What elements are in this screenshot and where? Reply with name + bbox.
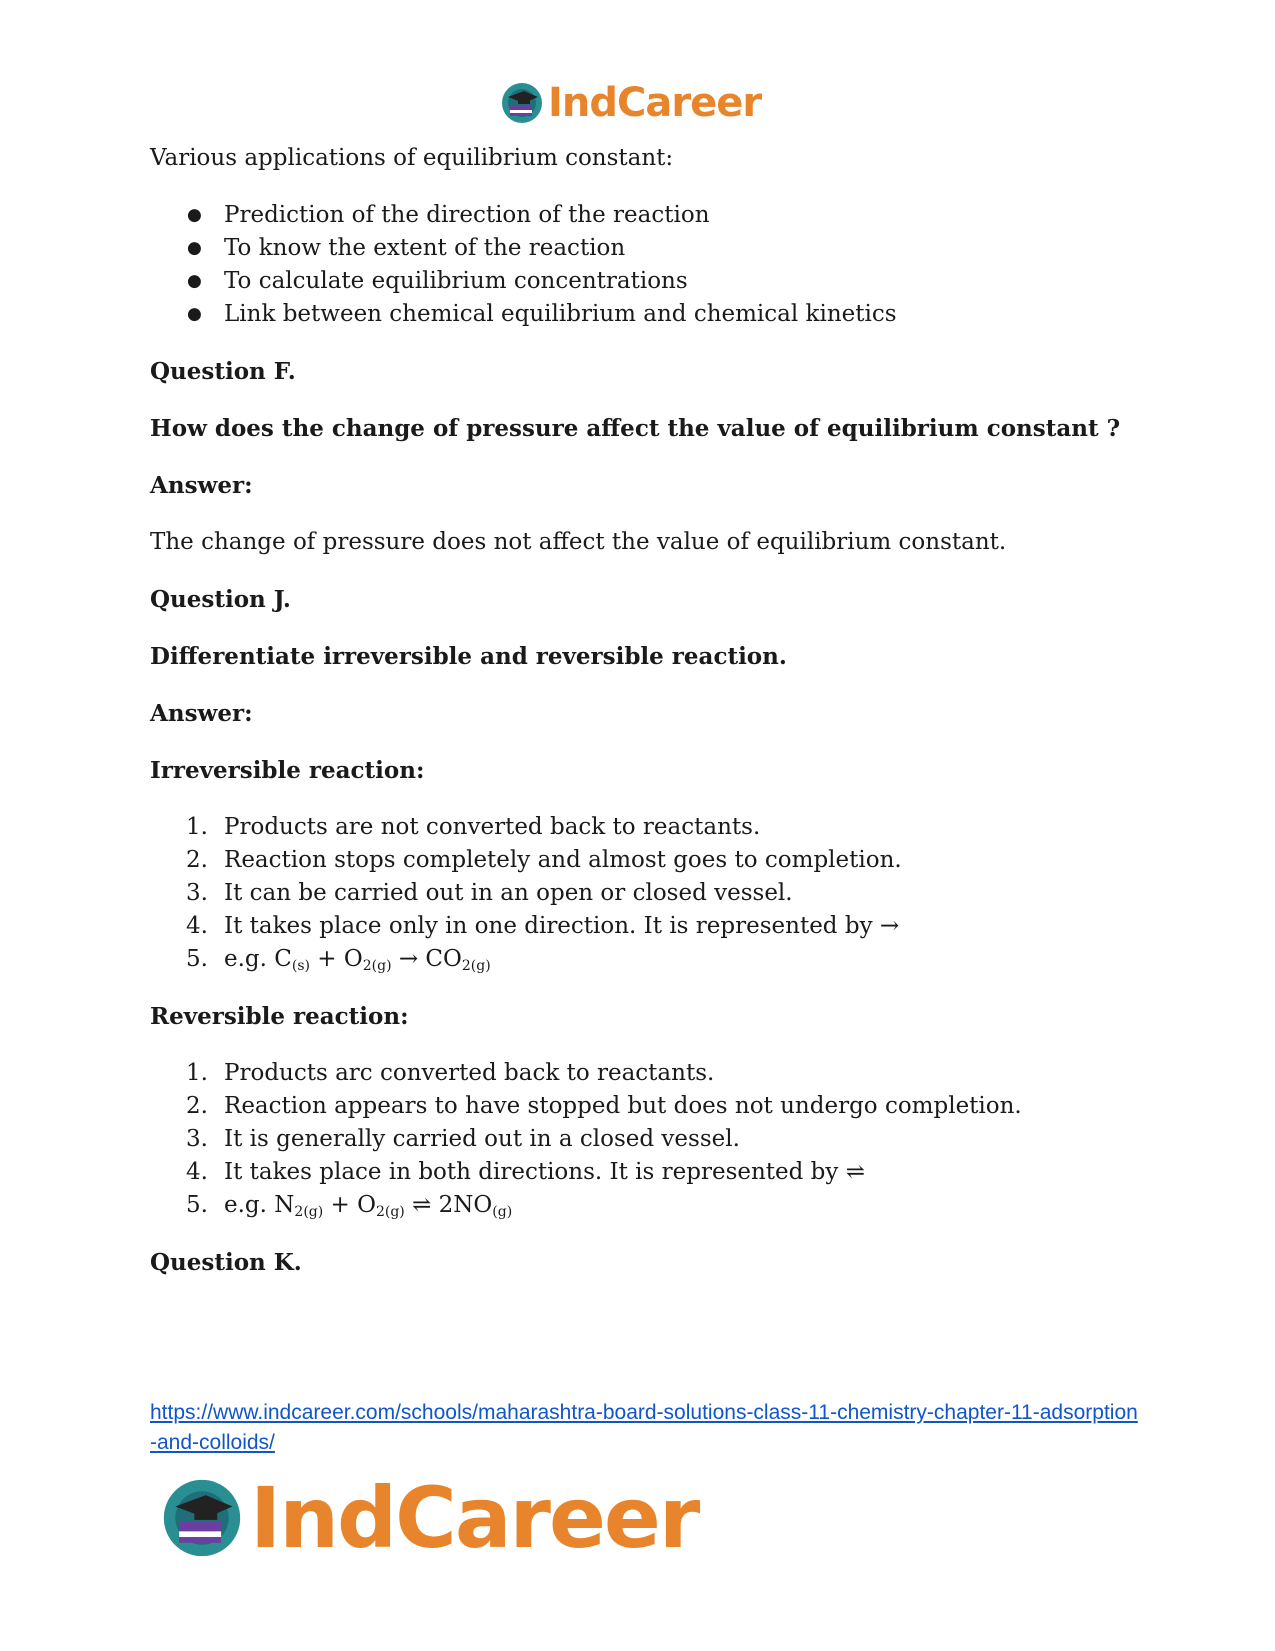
list-item: ● To know the extent of the reaction bbox=[150, 232, 1130, 265]
list-item: 2. Reaction appears to have stopped but does not undergo completion. bbox=[186, 1093, 1022, 1119]
brand-name: IndCareer bbox=[250, 1469, 699, 1567]
list-item: ● Prediction of the direction of the reaction bbox=[150, 199, 1130, 232]
reversible-heading: Reversible reaction: bbox=[150, 1003, 409, 1030]
question-k-label: Question K. bbox=[150, 1249, 302, 1276]
list-item: 3. It is generally carried out in a closed vessel. bbox=[186, 1126, 740, 1152]
list-item-equation: 5. e.g. $N_{2(g)} + O_{2(g)}$ ⇌ $2NO_{(g)}$ bbox=[186, 1192, 513, 1220]
question-f-label: Question F. bbox=[150, 358, 296, 385]
list-item-equation: 5. e.g. $C_{(s)} + O_{2(g)} \to CO_{2(g)}$ bbox=[186, 946, 491, 974]
list-item: 4. It takes place in both directions. It is represented by ⇌ bbox=[186, 1159, 865, 1185]
irreversible-heading: Irreversible reaction: bbox=[150, 757, 425, 784]
question-f-text: How does the change of pressure affect the value of equilibrium constant ? bbox=[150, 415, 1121, 442]
list-item: 1. Products arc converted back to reactants. bbox=[186, 1060, 715, 1086]
list-item: 3. It can be carried out in an open or closed vessel. bbox=[186, 880, 793, 906]
intro-text: Various applications of equilibrium constant: bbox=[150, 145, 674, 171]
main-content bbox=[150, 142, 1130, 1279]
question-f-answer: The change of pressure does not affect the value of equilibrium constant. bbox=[150, 529, 1007, 555]
list-item: ● To calculate equilibrium concentrations bbox=[150, 265, 1130, 298]
brand-name: IndCareer bbox=[548, 80, 762, 126]
question-j-label: Question J. bbox=[150, 586, 291, 613]
graduation-book-icon bbox=[160, 1476, 244, 1560]
source-link[interactable]: https://www.indcareer.com/schools/maharashtra-board-solutions-class-11-chemistry-chapter-11-adsorption-and-colloids/ bbox=[150, 1401, 1138, 1454]
list-item: 2. Reaction stops completely and almost goes to completion. bbox=[186, 847, 902, 873]
reversible-list bbox=[150, 1057, 1130, 1222]
list-item: ● Link between chemical equilibrium and chemical kinetics bbox=[150, 298, 1130, 331]
question-f-answer-label: Answer: bbox=[150, 472, 253, 499]
applications-list bbox=[150, 199, 1130, 331]
question-j-text: Differentiate irreversible and reversible reaction. bbox=[150, 643, 787, 670]
header-logo bbox=[500, 80, 761, 126]
list-item: 1. Products are not converted back to reactants. bbox=[186, 814, 761, 840]
list-item: 4. It takes place only in one direction. It is represented by → bbox=[186, 913, 900, 939]
footer-logo bbox=[160, 1470, 698, 1566]
graduation-book-icon bbox=[500, 81, 544, 125]
irreversible-list bbox=[150, 811, 1130, 976]
question-j-answer-label: Answer: bbox=[150, 700, 253, 727]
